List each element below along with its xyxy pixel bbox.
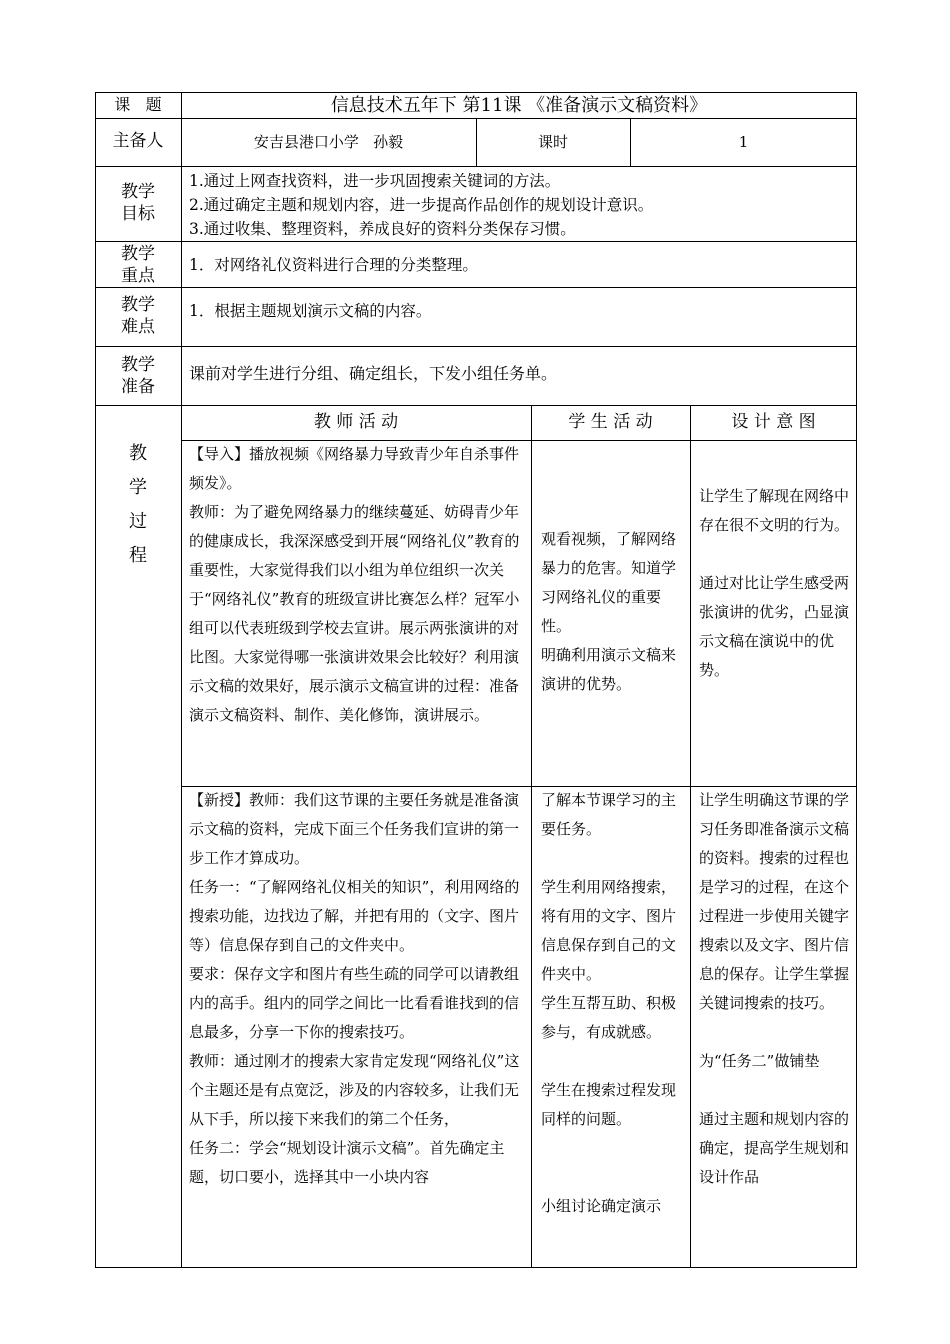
difficulties-label: 教学 难点 bbox=[121, 295, 155, 337]
topic-label: 课 题 bbox=[114, 95, 162, 114]
objectives-label: 教学 目标 bbox=[121, 182, 155, 224]
process-label-char: 教 bbox=[129, 443, 147, 464]
row-divider bbox=[95, 287, 857, 288]
hours-value: 1 bbox=[738, 133, 749, 151]
column-divider bbox=[181, 92, 182, 1268]
key-points-text: 1．对网络礼仪资料进行合理的分类整理。 bbox=[189, 256, 478, 274]
process-label-char: 程 bbox=[129, 545, 147, 566]
intro-student-activity: 观看视频，了解网络暴力的危害。知道学习网络礼仪的重要性。 明确利用演示文稿来演讲的优势。 bbox=[541, 530, 677, 693]
column-divider bbox=[690, 405, 691, 1268]
row-divider bbox=[95, 346, 857, 347]
objective-item: 3.通过收集、整理资料，养成良好的资料分类保存习惯。 bbox=[189, 220, 576, 238]
design-intent-header: 设 计 意 图 bbox=[731, 412, 816, 432]
preparation-label: 教学 准备 bbox=[121, 355, 155, 397]
intro-design-intent: 让学生了解现在网络中存在很不文明的行为。 通过对比让学生感受两张演讲的优劣，凸显演示文稿在演说中的优势。 bbox=[699, 487, 850, 679]
hours-label: 课时 bbox=[537, 133, 568, 151]
process-label-char: 过 bbox=[129, 511, 147, 532]
row-divider bbox=[95, 166, 857, 167]
preparer-value: 安吉县港口小学 孙毅 bbox=[253, 133, 404, 151]
intro-teacher-activity: 【导入】播放视频《网络暴力导致青少年自杀事件频发》。 教师：为了避免网络暴力的继续蔓延、妨碍青少年的健康成长，我深深感受到开展“网络礼仪”教育的重要性，大家觉得我们以小组为单位组织一次关于“网络礼仪”教育的班级宣讲比赛怎么样？冠军小组可以代表班级到学校去宣讲。展示两张演讲的对比图。大家觉得哪一张演讲效果会比较好？利用演示文稿的效果好，展示演示文稿宣讲的过程：准备演示文稿资料、制作、美化修饰，演讲展示。 bbox=[189, 445, 520, 724]
new-lesson-design-intent: 让学生明确这节课的学习任务即准备演示文稿的资料。搜索的过程也是学习的过程，在这个过程进一步使用关键字搜索以及文字、图片信息的保存。让学生掌握关键词搜索的技巧。 为“任务二”做铺垫 通过主题和规划内容的确定，提高学生规划和设计作品 bbox=[699, 791, 849, 1186]
key-points-label: 教学 重点 bbox=[121, 244, 155, 286]
teacher-activity-header: 教 师 活 动 bbox=[313, 412, 399, 432]
preparer-label: 主备人 bbox=[112, 131, 164, 151]
row-divider bbox=[95, 241, 857, 242]
column-divider bbox=[531, 405, 532, 1268]
preparation-text: 课前对学生进行分组、确定组长，下发小组任务单。 bbox=[189, 364, 558, 383]
objective-item: 1.通过上网查找资料，进一步巩固搜索关键词的方法。 bbox=[189, 172, 561, 190]
topic-value: 信息技术五年下 第11课 《准备演示文稿资料》 bbox=[330, 95, 708, 116]
new-lesson-student-activity: 了解本节课学习的主要任务。 学生利用网络搜索，将有用的文字、图片信息保存到自己的文件夹中。 学生互帮互助、积极参与，有成就感。 学生在搜索过程发现同样的问题。 小组讨论确定演示 bbox=[541, 791, 677, 1215]
row-divider bbox=[95, 405, 857, 406]
student-activity-header: 学 生 活 动 bbox=[568, 412, 653, 432]
objective-item: 2.通过确定主题和规划内容，进一步提高作品创作的规划设计意识。 bbox=[189, 196, 654, 214]
difficulties-text: 1．根据主题规划演示文稿的内容。 bbox=[189, 302, 432, 320]
process-label-char: 学 bbox=[129, 477, 147, 498]
new-lesson-teacher-activity: 【新授】教师：我们这节课的主要任务就是准备演示文稿的资料，完成下面三个任务我们宣讲的第一步工作才算成功。 任务一：“了解网络礼仪相关的知识”，利用网络的搜索功能，边找边了解，并把有用的（文字、图片等）信息保存到自己的文件夹中。 要求：保存文字和图片有些生疏的同学可以请教组内的高手。组内的同学之间比一比看看谁找到的信息最多，分享一下你的搜索技巧。 教师：通过刚才的搜索大家肯定发现“网络礼仪”这个主题还是有点宽泛，涉及的内容较多，让我们无从下手，所以接下来我们的第二个任务， 任务二：学会“规划设计演示文稿”。首先确定主题，切口要小，选择其中一小块内容 bbox=[189, 791, 520, 1186]
